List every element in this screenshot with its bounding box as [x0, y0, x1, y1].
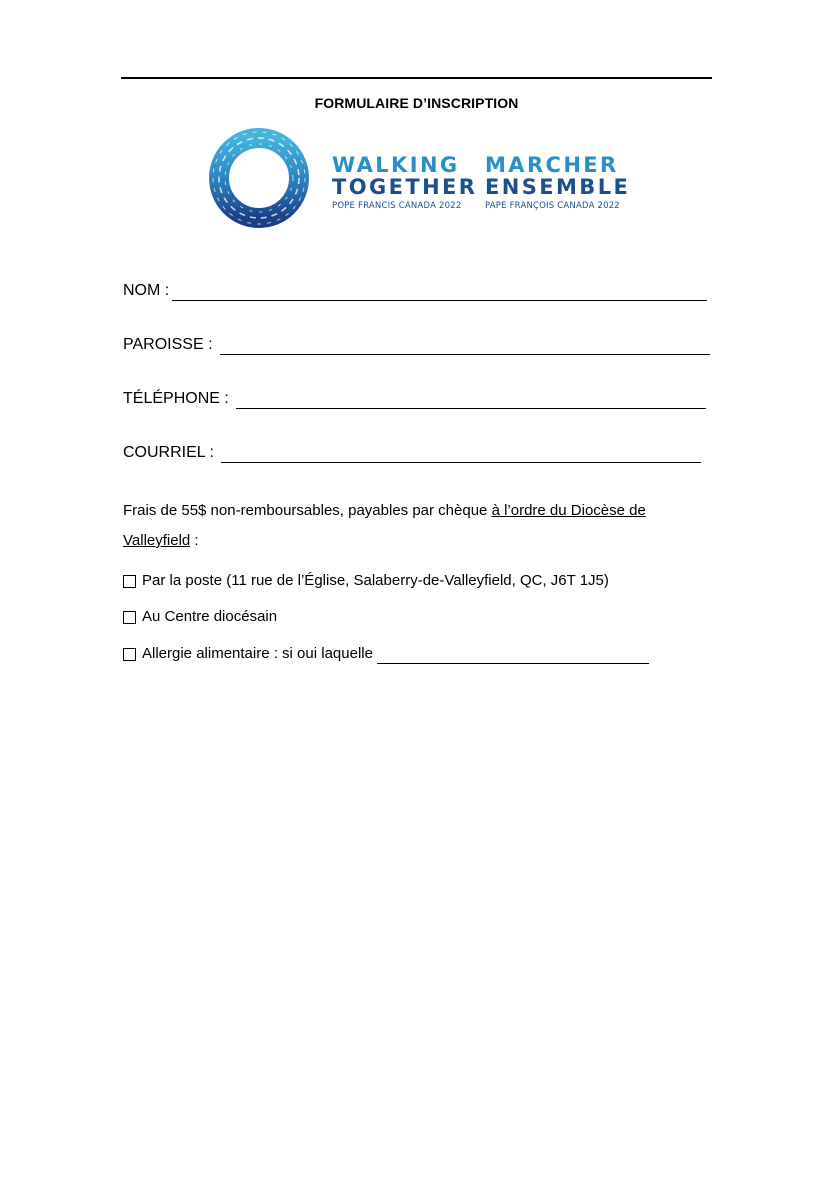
logo-text-french — [485, 154, 630, 211]
logo-text-english — [332, 154, 477, 211]
logo-walking: WALKING — [332, 153, 460, 177]
nom-field[interactable] — [123, 281, 707, 301]
logo-ensemble: ENSEMBLE — [485, 175, 631, 199]
nom-input-line[interactable] — [172, 284, 707, 301]
courriel-label: COURRIEL : — [123, 444, 219, 461]
logo-marcher: MARCHER — [485, 153, 619, 177]
courriel-input-line[interactable] — [221, 446, 701, 463]
telephone-label: TÉLÉPHONE : — [123, 390, 234, 407]
option-centre[interactable] — [123, 607, 277, 627]
courriel-field[interactable] — [123, 443, 701, 463]
wreath-ring-icon — [208, 127, 310, 229]
walking-together-logo — [208, 127, 631, 231]
payment-text: Frais de 55$ non-remboursables, payables par chèque — [123, 502, 492, 519]
paroisse-input-line[interactable] — [220, 338, 710, 355]
checkbox-icon[interactable] — [123, 648, 136, 661]
payment-colon: : — [190, 532, 199, 549]
paroisse-label: PAROISSE : — [123, 336, 217, 353]
telephone-field[interactable] — [123, 389, 706, 409]
option-allergie[interactable] — [123, 644, 649, 664]
top-rule — [121, 77, 712, 79]
checkbox-icon[interactable] — [123, 611, 136, 624]
option-poste-label: Par la poste (11 rue de l’Église, Salaberry-de-Valleyfield, QC, J6T 1J5) — [142, 572, 609, 589]
checkbox-icon[interactable] — [123, 575, 136, 588]
payment-payee: à l’ordre du Diocèse de Valleyfield — [123, 502, 646, 549]
payment-paragraph — [123, 496, 713, 556]
logo-pape-francois: PAPE FRANÇOIS CANADA 2022 — [485, 201, 620, 211]
logo-pope-francis: POPE FRANCIS CANADA 2022 — [332, 201, 462, 211]
logo-together: TOGETHER — [332, 175, 478, 199]
form-title: FORMULAIRE D’INSCRIPTION — [314, 95, 519, 111]
allergie-input-line[interactable] — [377, 647, 649, 664]
paroisse-field[interactable] — [123, 335, 710, 355]
nom-label: NOM : — [123, 282, 170, 299]
option-centre-label: Au Centre diocésain — [142, 608, 278, 625]
option-poste[interactable] — [123, 571, 609, 591]
option-allergie-label: Allergie alimentaire : si oui laquelle — [142, 645, 373, 662]
telephone-input-line[interactable] — [236, 392, 706, 409]
